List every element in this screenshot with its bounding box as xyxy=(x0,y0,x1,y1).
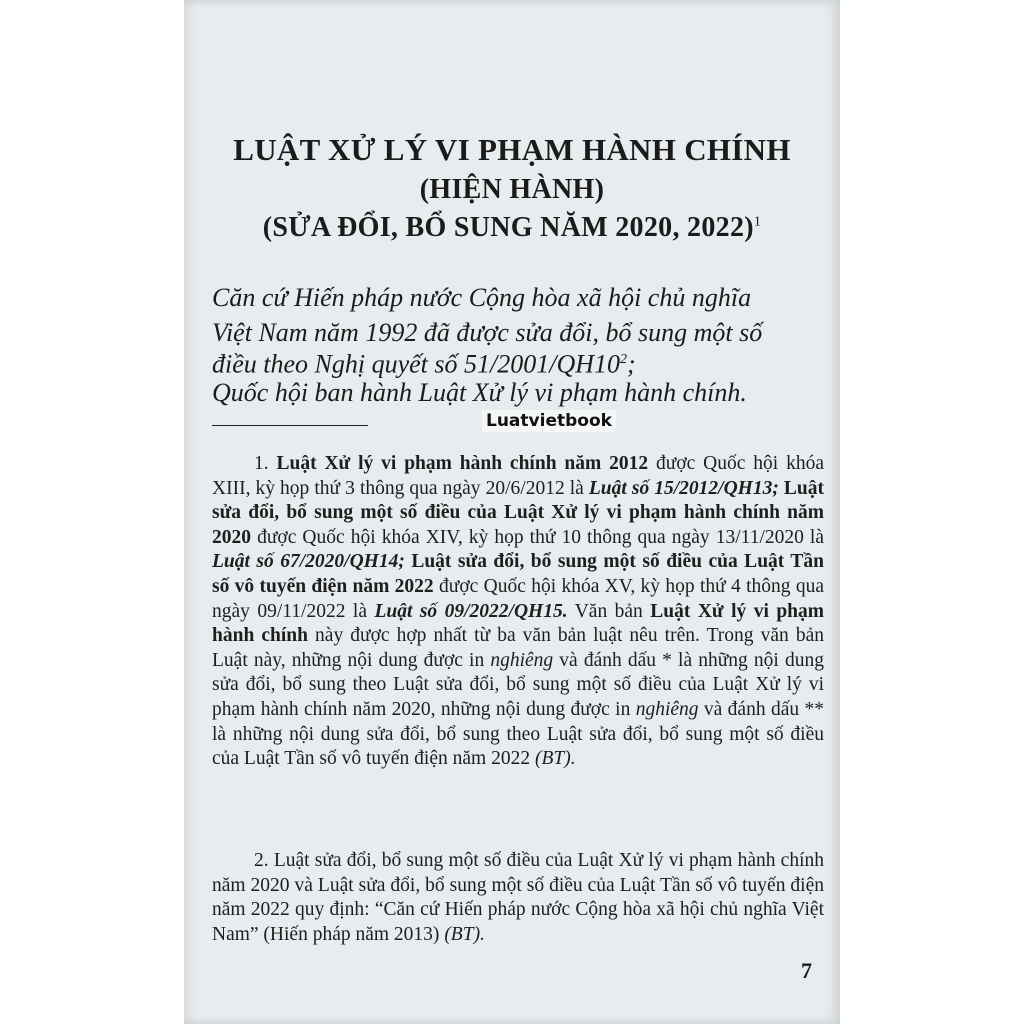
law-subtitle-amended xyxy=(184,212,840,244)
preamble-line-4: Quốc hội ban hành Luật Xử lý vi phạm hành chính. xyxy=(212,378,747,407)
fn1-law-number-2020: Luật số 67/2020/QH14; xyxy=(212,551,405,573)
fn1-law-2012: Luật Xử lý vi phạm hành chính năm 2012 xyxy=(276,453,649,474)
amended-text: (SỬA ĐỔI, BỔ SUNG NĂM 2020, 2022) xyxy=(262,212,754,243)
fn1-law-name: Luật Xử lý vi phạm hành chính xyxy=(212,600,825,647)
page-number: 7 xyxy=(801,958,812,983)
fn1-text: được Quốc hội khóa XIII, kỳ họp thứ 3 thông qua ngày 20/6/2012 là xyxy=(212,453,824,499)
fn1-italic-word: nghiêng xyxy=(635,698,699,720)
fn1-law-2020: Luật sửa đổi, bổ sung một số điều của Luật Xử lý vi phạm hành chính năm 2020 xyxy=(212,477,825,548)
footnote-1 xyxy=(212,452,824,772)
fn1-text: này được hợp nhất từ ba văn bản luật nêu trên. Trong văn bản Luật này, những nội dung được in xyxy=(212,625,824,671)
fn1-text: và đánh dấu * là những nội dung sửa đổi, bổ sung theo Luật sửa đổi, bổ sung một số điều của Luật Xử lý vi phạm hành chính năm 2020, những nội dung được in xyxy=(212,649,824,720)
preamble-line-3-end: ; xyxy=(627,349,636,379)
fn1-text: được Quốc hội khóa XIV, kỳ họp thứ 10 thông qua ngày 13/11/2020 là xyxy=(251,526,824,548)
footnote-ref-1: 1 xyxy=(753,214,762,230)
preamble-line-3 xyxy=(212,345,822,380)
fn1-text: và đánh dấu ** là những nội dung sửa đổi, bổ sung theo Luật sửa đổi, bổ sung một số điều của Luật Tần số vô tuyến điện năm 2022 xyxy=(212,698,824,770)
fn1-text: được Quốc hội khóa XV, kỳ họp thứ 4 thông qua ngày 09/11/2022 là xyxy=(212,575,824,622)
footnote-2 xyxy=(212,849,824,947)
fn1-bt-mark: (BT). xyxy=(534,748,576,770)
fn1-law-number-2022: Luật số 09/2022/QH15. xyxy=(374,600,568,622)
fn1-law-2022: Luật sửa đổi, bổ sung một số điều của Luật Tần số vô tuyến điện năm 2022 xyxy=(212,551,825,597)
book-page xyxy=(184,0,840,1024)
footnote-ref-2: 2 xyxy=(620,352,628,367)
fn1-law-number-2012: Luật số 15/2012/QH13; xyxy=(588,477,779,499)
preamble-line-3-text: điều theo Nghị quyết số 51/2001/QH10 xyxy=(212,349,621,379)
fn2-bt-mark: (BT). xyxy=(444,923,485,945)
fn2-text: 2. Luật sửa đổi, bổ sung một số điều của Luật Xử lý vi phạm hành chính năm 2020 và Luật sửa đổi, bổ sung một số điều của Luật Tần số vô tuyến điện năm 2022 quy định: “Căn cứ Hiến pháp nước Cộng hòa xã hội chủ nghĩa Việt Nam” (Hiến pháp năm 2013) xyxy=(212,850,824,945)
fn1-text: Văn bản xyxy=(567,600,651,622)
law-subtitle-current: (HIỆN HÀNH) xyxy=(419,174,605,205)
watermark-label: Luatvietbook xyxy=(482,410,616,432)
law-title: LUẬT XỬ LÝ VI PHẠM HÀNH CHÍNH xyxy=(233,132,791,167)
fn1-number: 1. xyxy=(254,453,277,474)
footnote-divider xyxy=(212,425,368,426)
preamble-line-1: Căn cứ Hiến pháp nước Cộng hòa xã hội chủ nghĩa xyxy=(212,283,752,312)
preamble-line-2: Việt Nam năm 1992 đã được sửa đổi, bổ sung một số xyxy=(212,318,763,347)
fn1-italic-word: nghiêng xyxy=(490,649,554,671)
